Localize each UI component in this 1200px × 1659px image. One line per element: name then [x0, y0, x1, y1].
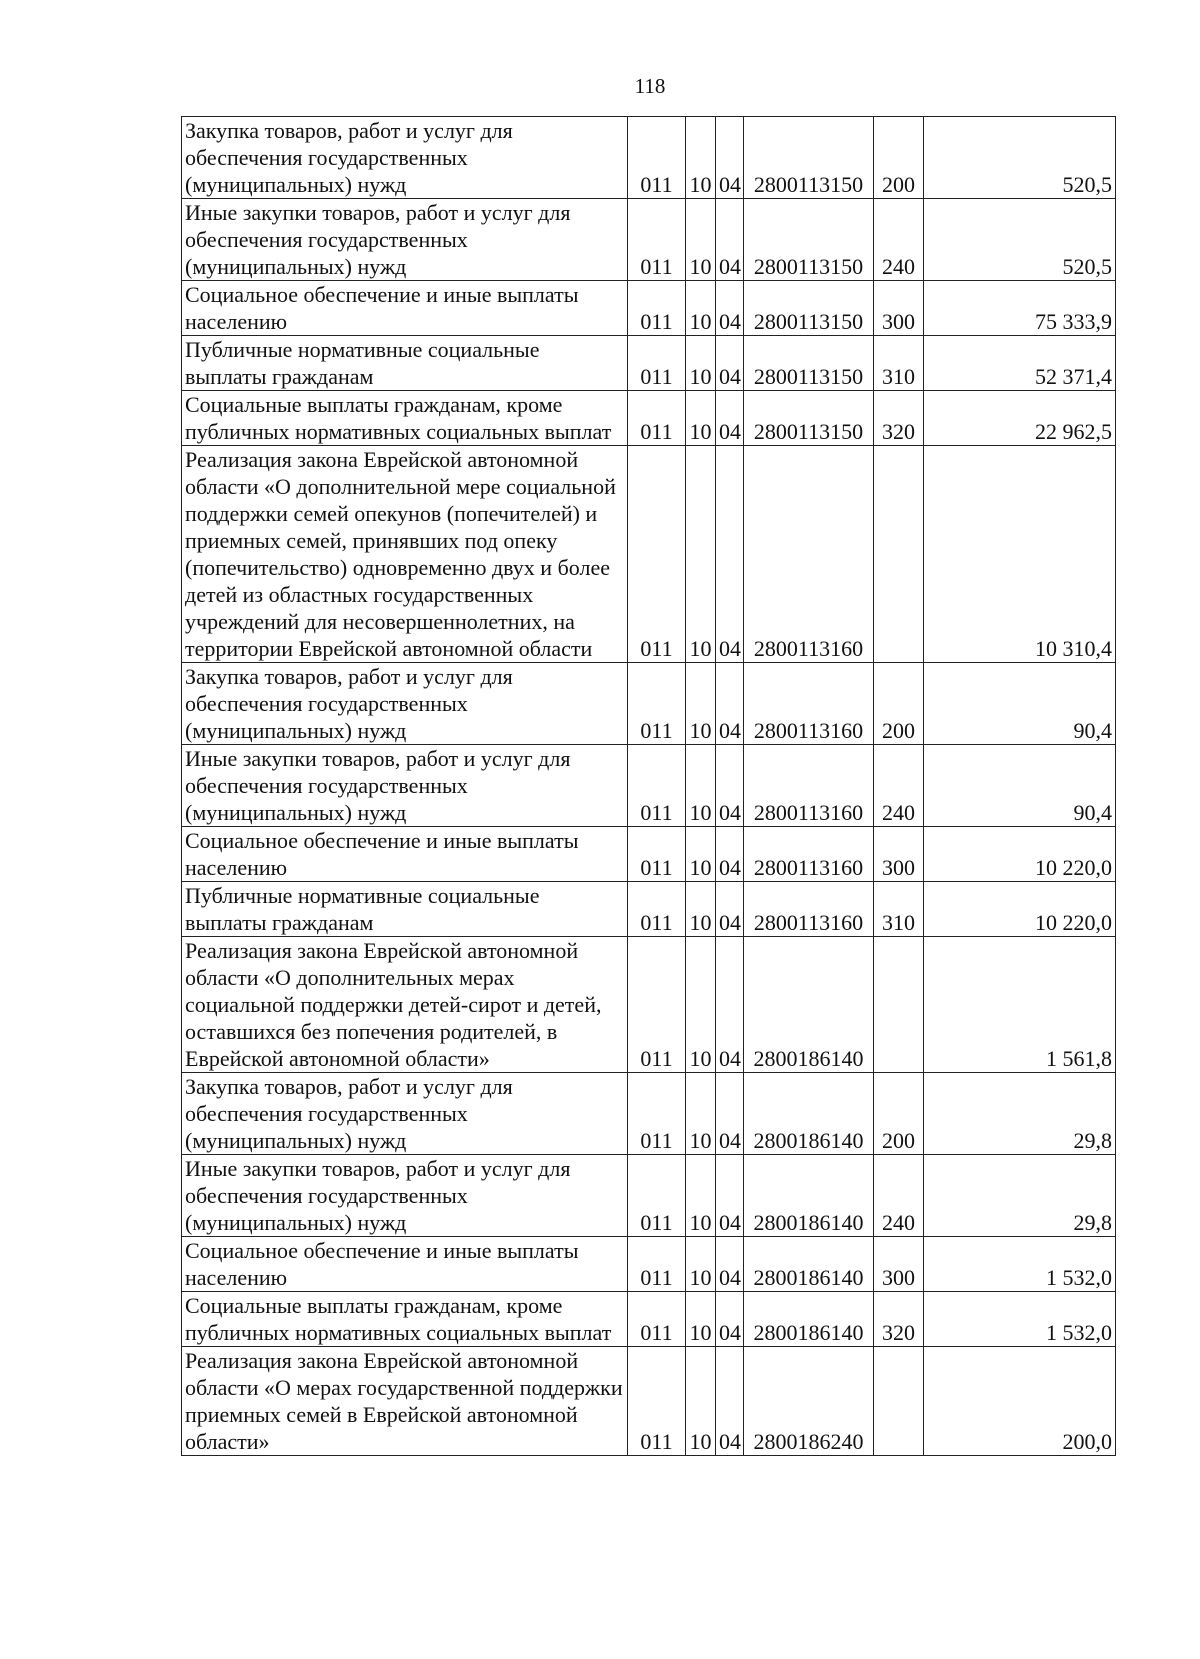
amount: 1 532,0: [924, 1237, 1116, 1292]
row-name: Публичные нормативные социальные выплаты гражданам: [182, 882, 628, 937]
section-code: 10: [686, 281, 716, 336]
row-name: Социальное обеспечение и иные выплаты населению: [182, 827, 628, 882]
subsection-code: 04: [716, 827, 744, 882]
ministry-code: 011: [628, 1155, 686, 1237]
target-article-code: 2800186140: [744, 1073, 874, 1155]
table-row: [182, 446, 1116, 663]
subsection-code: 04: [716, 391, 744, 446]
row-name: Закупка товаров, работ и услуг для обеспечения государственных (муниципальных) нужд: [182, 117, 628, 199]
target-article-code: 2800113160: [744, 827, 874, 882]
subsection-code: 04: [716, 1237, 744, 1292]
row-name: Иные закупки товаров, работ и услуг для обеспечения государственных (муниципальных) нужд: [182, 199, 628, 281]
target-article-code: 2800186140: [744, 1237, 874, 1292]
expense-type-code: 300: [874, 281, 924, 336]
table-row: [182, 281, 1116, 336]
target-article-code: 2800186140: [744, 1292, 874, 1347]
expense-type-code: [874, 1347, 924, 1456]
table-row: [182, 1237, 1116, 1292]
table-row: [182, 882, 1116, 937]
row-name: Социальное обеспечение и иные выплаты населению: [182, 1237, 628, 1292]
section-code: 10: [686, 663, 716, 745]
table-row: [182, 1347, 1116, 1456]
ministry-code: 011: [628, 199, 686, 281]
target-article-code: 2800113160: [744, 882, 874, 937]
expense-type-code: 300: [874, 827, 924, 882]
expense-type-code: [874, 446, 924, 663]
expense-type-code: 300: [874, 1237, 924, 1292]
section-code: 10: [686, 1292, 716, 1347]
target-article-code: 2800113150: [744, 199, 874, 281]
row-name: Социальные выплаты гражданам, кроме публичных нормативных социальных выплат: [182, 391, 628, 446]
subsection-code: 04: [716, 117, 744, 199]
subsection-code: 04: [716, 1073, 744, 1155]
target-article-code: 2800113150: [744, 117, 874, 199]
ministry-code: 011: [628, 281, 686, 336]
ministry-code: 011: [628, 1292, 686, 1347]
ministry-code: 011: [628, 1073, 686, 1155]
amount: 200,0: [924, 1347, 1116, 1456]
row-name: Реализация закона Еврейской автономной области «О дополнительной мере социальной поддержки семей опекунов (попечителей) и приемных семей, принявших под опеку (попечительство) одновременно двух и более детей из областных государственных учреждений для несовершеннолетних, на территории Еврейской автономной области: [182, 446, 628, 663]
section-code: 10: [686, 1347, 716, 1456]
expense-type-code: 200: [874, 117, 924, 199]
amount: 10 310,4: [924, 446, 1116, 663]
target-article-code: 2800113150: [744, 281, 874, 336]
table-row: [182, 1155, 1116, 1237]
subsection-code: 04: [716, 446, 744, 663]
table-row: [182, 663, 1116, 745]
row-name: Иные закупки товаров, работ и услуг для обеспечения государственных (муниципальных) нужд: [182, 1155, 628, 1237]
row-name: Публичные нормативные социальные выплаты гражданам: [182, 336, 628, 391]
expense-type-code: 310: [874, 336, 924, 391]
target-article-code: 2800186140: [744, 1155, 874, 1237]
section-code: 10: [686, 336, 716, 391]
budget-table: [181, 116, 1116, 1456]
expense-type-code: 320: [874, 391, 924, 446]
table-row: [182, 937, 1116, 1073]
ministry-code: 011: [628, 336, 686, 391]
amount: 90,4: [924, 663, 1116, 745]
target-article-code: 2800113150: [744, 391, 874, 446]
expense-type-code: 240: [874, 1155, 924, 1237]
amount: 75 333,9: [924, 281, 1116, 336]
row-name: Иные закупки товаров, работ и услуг для обеспечения государственных (муниципальных) нужд: [182, 745, 628, 827]
row-name: Социальное обеспечение и иные выплаты населению: [182, 281, 628, 336]
section-code: 10: [686, 391, 716, 446]
ministry-code: 011: [628, 1237, 686, 1292]
amount: 1 532,0: [924, 1292, 1116, 1347]
subsection-code: 04: [716, 1347, 744, 1456]
section-code: 10: [686, 827, 716, 882]
amount: 10 220,0: [924, 882, 1116, 937]
table-row: [182, 1292, 1116, 1347]
expense-type-code: 200: [874, 1073, 924, 1155]
section-code: 10: [686, 446, 716, 663]
table-row: [182, 1073, 1116, 1155]
amount: 1 561,8: [924, 937, 1116, 1073]
section-code: 10: [686, 745, 716, 827]
expense-type-code: 320: [874, 1292, 924, 1347]
amount: 29,8: [924, 1073, 1116, 1155]
target-article-code: 2800113160: [744, 663, 874, 745]
ministry-code: 011: [628, 827, 686, 882]
amount: 520,5: [924, 117, 1116, 199]
ministry-code: 011: [628, 937, 686, 1073]
table-row: [182, 336, 1116, 391]
expense-type-code: 240: [874, 199, 924, 281]
subsection-code: 04: [716, 336, 744, 391]
amount: 10 220,0: [924, 827, 1116, 882]
amount: 520,5: [924, 199, 1116, 281]
subsection-code: 04: [716, 1292, 744, 1347]
table-row: [182, 827, 1116, 882]
target-article-code: 2800113160: [744, 446, 874, 663]
section-code: 10: [686, 1155, 716, 1237]
subsection-code: 04: [716, 745, 744, 827]
ministry-code: 011: [628, 391, 686, 446]
section-code: 10: [686, 1237, 716, 1292]
subsection-code: 04: [716, 199, 744, 281]
ministry-code: 011: [628, 663, 686, 745]
amount: 52 371,4: [924, 336, 1116, 391]
row-name: Закупка товаров, работ и услуг для обеспечения государственных (муниципальных) нужд: [182, 663, 628, 745]
amount: 22 962,5: [924, 391, 1116, 446]
expense-type-code: 240: [874, 745, 924, 827]
section-code: 10: [686, 1073, 716, 1155]
section-code: 10: [686, 117, 716, 199]
subsection-code: 04: [716, 937, 744, 1073]
page-number: 118: [634, 74, 666, 98]
subsection-code: 04: [716, 1155, 744, 1237]
row-name: Социальные выплаты гражданам, кроме публичных нормативных социальных выплат: [182, 1292, 628, 1347]
table-row: [182, 391, 1116, 446]
subsection-code: 04: [716, 663, 744, 745]
ministry-code: 011: [628, 1347, 686, 1456]
section-code: 10: [686, 882, 716, 937]
amount: 90,4: [924, 745, 1116, 827]
target-article-code: 2800186140: [744, 937, 874, 1073]
target-article-code: 2800186240: [744, 1347, 874, 1456]
amount: 29,8: [924, 1155, 1116, 1237]
ministry-code: 011: [628, 446, 686, 663]
target-article-code: 2800113150: [744, 336, 874, 391]
table-row: [182, 745, 1116, 827]
table-row: [182, 199, 1116, 281]
subsection-code: 04: [716, 281, 744, 336]
row-name: Закупка товаров, работ и услуг для обеспечения государственных (муниципальных) нужд: [182, 1073, 628, 1155]
expense-type-code: 310: [874, 882, 924, 937]
target-article-code: 2800113160: [744, 745, 874, 827]
row-name: Реализация закона Еврейской автономной области «О дополнительных мерах социальной поддержки детей-сирот и детей, оставшихся без попечения родителей, в Еврейской автономной области»: [182, 937, 628, 1073]
ministry-code: 011: [628, 117, 686, 199]
expense-type-code: 200: [874, 663, 924, 745]
expense-type-code: [874, 937, 924, 1073]
section-code: 10: [686, 937, 716, 1073]
table-row: [182, 117, 1116, 199]
ministry-code: 011: [628, 882, 686, 937]
ministry-code: 011: [628, 745, 686, 827]
subsection-code: 04: [716, 882, 744, 937]
row-name: Реализация закона Еврейской автономной области «О мерах государственной поддержки приемных семей в Еврейской автономной области»: [182, 1347, 628, 1456]
section-code: 10: [686, 199, 716, 281]
